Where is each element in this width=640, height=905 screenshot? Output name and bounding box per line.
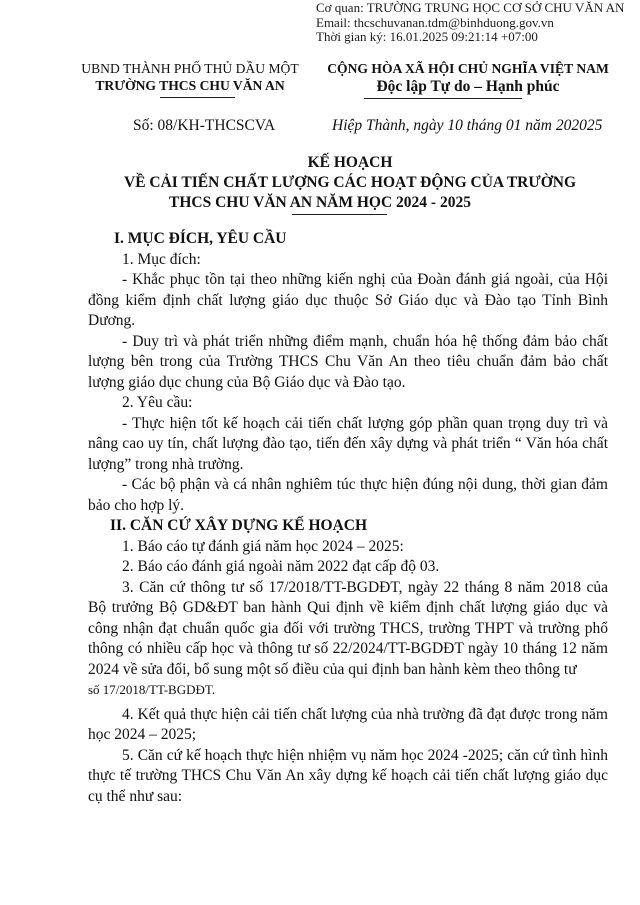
paragraph: - Duy trì và phát triển những điểm mạnh, chuẩn hóa hệ thống đảm bảo chất lượng bên trong của Trường THCS Chu Văn An theo tiêu chuẩn đảm bảo chất lượng giáo dục chung của Bộ Giáo dục và Đào tạo. <box>88 332 608 391</box>
signature-time: Thời gian ký: 16.01.2025 09:21:14 +07:00 <box>316 29 538 44</box>
issuing-authority <box>60 60 320 94</box>
national-motto <box>318 60 618 96</box>
section-heading-1: I. MỤC ĐÍCH, YÊU CẦU <box>114 230 287 247</box>
signature-email: Email: thcschuvanan.tdm@binhduong.gov.vn <box>316 14 554 30</box>
list-item: 3. Căn cứ thông tư số 17/2018/TT-BGDĐT, ngày 22 tháng 8 năm 2018 của Bộ trưởng Bộ GD&ĐT ban hành Qui định về kiểm định chất lượng giáo dục và công nhận đạt chuẩn quốc gia đối với trường THCS, trường THPT và trường phổ thông có nhiều cấp học và thông tư số 22/2024/TT-BGDĐT ngày 10 tháng 12 năm 2024 về sửa đổi, bổ sung một số điều của qui định ban hành kèm theo thông tư <box>88 578 608 678</box>
school-name: TRƯỜNG THCS CHU VĂN AN <box>95 78 285 93</box>
section-heading-2: II. CĂN CỨ XÂY DỰNG KẾ HOẠCH <box>110 517 368 534</box>
document-subtitle-1: VỀ CẢI TIẾN CHẤT LƯỢNG CÁC HOẠT ĐỘNG CỦA TRƯỜNG <box>124 174 576 191</box>
document-subtitle-2: THCS CHU VĂN AN NĂM HỌC 2024 - 2025 <box>169 194 471 211</box>
list-item: 2. Báo cáo đánh giá ngoài năm 2022 đạt cấp độ 03. <box>122 558 440 575</box>
right-underline <box>364 98 522 99</box>
list-item-tail: số 17/2018/TT-BGDĐT. <box>88 682 216 697</box>
title-underline <box>292 214 387 215</box>
list-item: 1. Báo cáo tự đánh giá năm học 2024 – 2025: <box>122 537 404 555</box>
subheading-purpose: 1. Mục đích: <box>122 250 201 268</box>
paragraph: - Các bộ phận và cá nhân nghiêm túc thực hiện đúng nội dung, thời gian đảm bảo cho hợp lý. <box>88 476 608 514</box>
paragraph: - Khắc phục tồn tại theo những kiến nghị của Đoàn đánh giá ngoài, của Hội đồng kiểm định chất lượng giáo dục thuộc Sở Giáo dục và Đào tạo Tỉnh Bình Dương. <box>88 271 608 329</box>
motto: Độc lập Tự do – Hạnh phúc <box>376 78 560 95</box>
paragraph: - Thực hiện tốt kế hoạch cải tiến chất lượng góp phần quan trọng duy trì và nâng cao uy tín, chất lượng đào tạo, tiến đến xây dựng và phát triển “ Văn hóa chất lượng” trong nhà trường. <box>88 414 608 473</box>
signature-agency: Cơ quan: TRƯỜNG TRUNG HỌC CƠ SỞ CHU VĂN AN <box>316 0 625 15</box>
subheading-requirements: 2. Yêu cầu: <box>122 394 193 411</box>
authority-name: UBND THÀNH PHỐ THỦ DẦU MỘT <box>81 61 299 76</box>
country-name: CỘNG HÒA XÃ HỘI CHỦ NGHĨA VIỆT NAM <box>327 61 609 76</box>
digital-signature-block <box>316 1 624 45</box>
list-item: 4. Kết quả thực hiện cải tiến chất lượng của nhà trường đã đạt được trong năm học 2024 – 2025; <box>88 705 608 743</box>
document-title: KẾ HOẠCH <box>307 154 393 171</box>
document-number: Số: 08/KH-THCSCVA <box>133 117 276 134</box>
left-underline <box>160 97 235 98</box>
place-date: Hiệp Thành, ngày 10 tháng 01 năm 202025 <box>332 117 603 134</box>
document-body <box>88 229 608 807</box>
list-item: 5. Căn cứ kế hoạch thực hiện nhiệm vụ năm học 2024 -2025; căn cứ tình hình thực tế trường THCS Chu Văn An xây dựng kế hoạch cải tiến chất lượng giáo dục cụ thể như sau: <box>88 746 608 805</box>
